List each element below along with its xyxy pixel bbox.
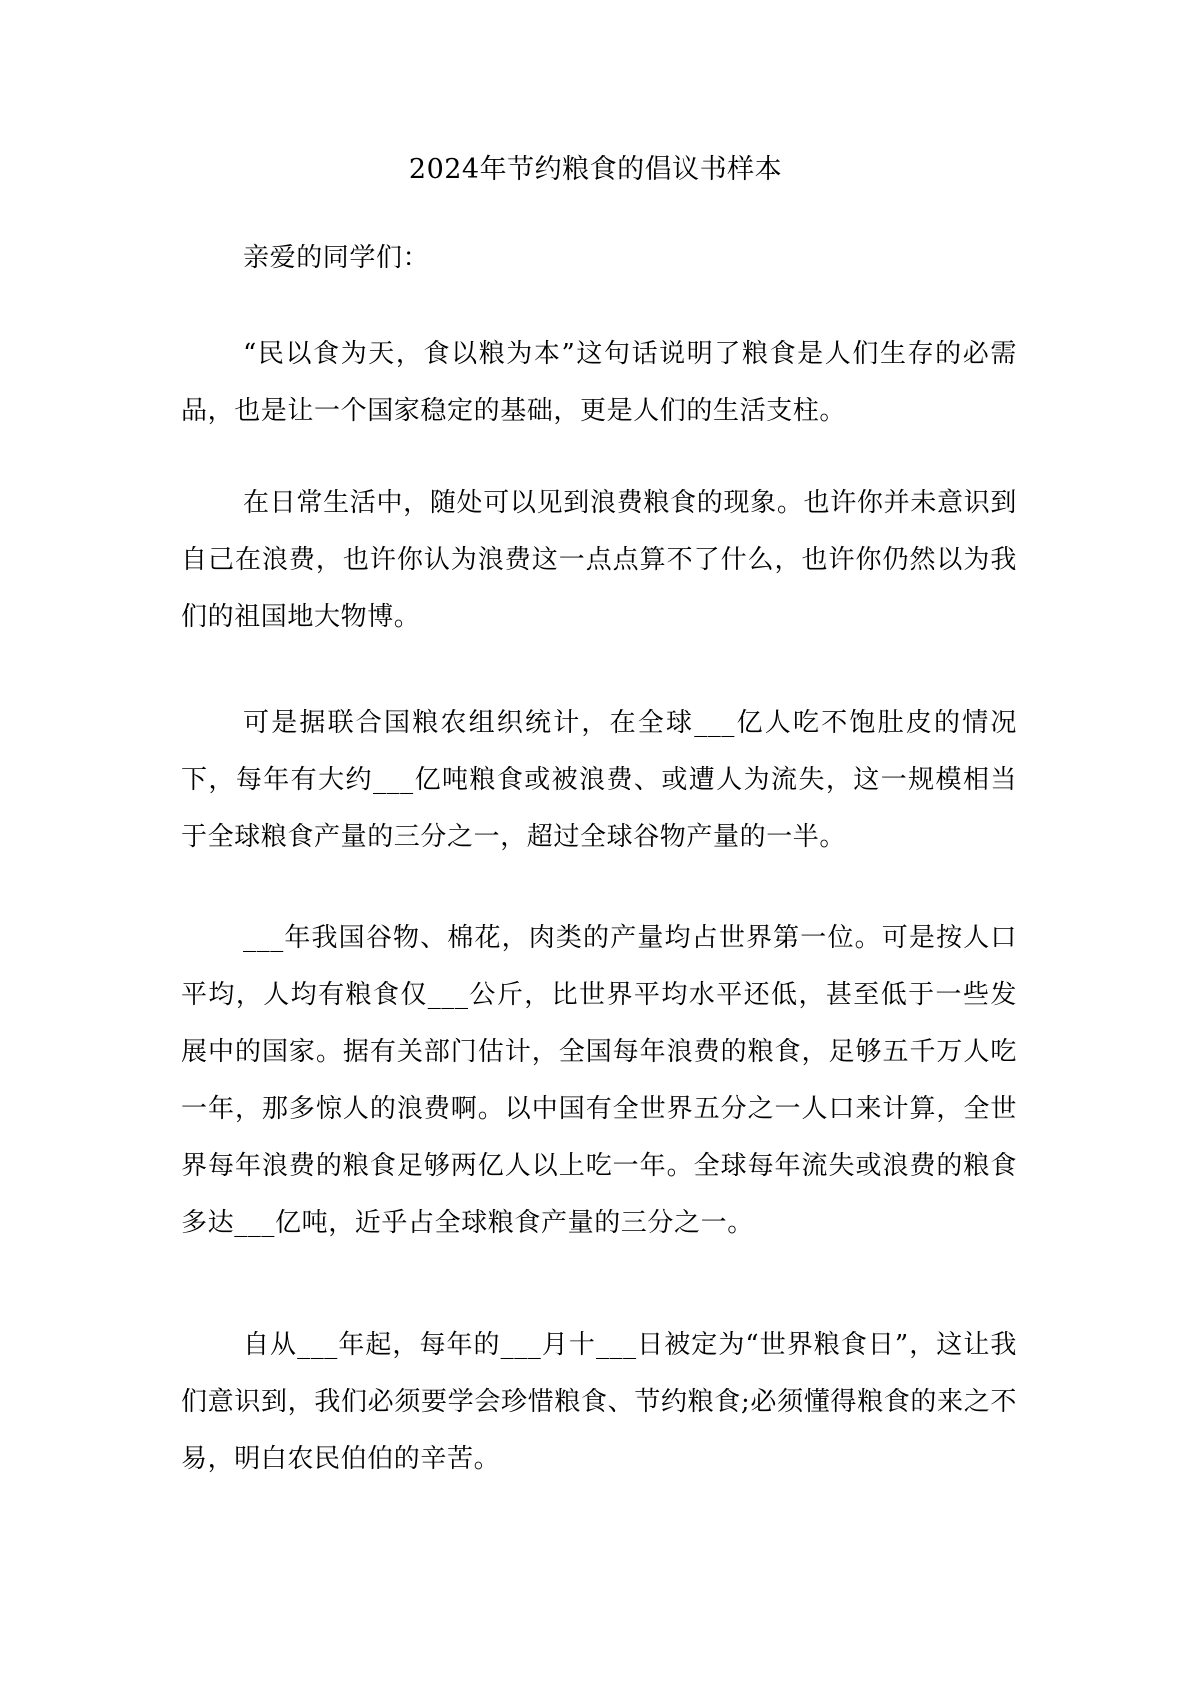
paragraph-3 (181, 695, 1017, 866)
paragraph-4 (181, 910, 1017, 1252)
paragraph-2 (181, 475, 1017, 646)
document-title: 2024年节约粮食的倡议书样本 (408, 154, 783, 185)
salutation: 亲爱的同学们： (243, 243, 430, 273)
paragraph-text: “民以食为天，食以粮为本”这句话说明了粮食是人们生存的必需品，也是让一个国家稳定的基础，更是人们的生活支柱。 (181, 339, 1017, 426)
paragraph-1 (181, 326, 1017, 440)
paragraph-text: ___年我国谷物、棉花，肉类的产量均占世界第一位。可是按人口平均，人均有粮食仅___公斤，比世界平均水平还低，甚至低于一些发展中的国家。据有关部门估计，全国每年浪费的粮食，足够五千万人吃一年，那多惊人的浪费啊。以中国有全世界五分之一人口来计算，全世界每年浪费的粮食足够两亿人以上吃一年。全球每年流失或浪费的粮食多达___亿吨，近乎占全球粮食产量的三分之一。 (181, 923, 1017, 1238)
paragraph-text: 在日常生活中，随处可以见到浪费粮食的现象。也许你并未意识到自己在浪费，也许你认为浪费这一点点算不了什么，也许你仍然以为我们的祖国地大物博。 (181, 488, 1017, 632)
paragraph-5 (181, 1317, 1017, 1488)
paragraph-text: 可是据联合国粮农组织统计，在全球___亿人吃不饱肚皮的情况下，每年有大约___亿吨粮食或被浪费、或遭人为流失，这一规模相当于全球粮食产量的三分之一，超过全球谷物产量的一半。 (181, 708, 1017, 852)
paragraph-text: 自从___年起，每年的___月十___日被定为“世界粮食日”，这让我们意识到，我们必须要学会珍惜粮食、节约粮食;必须懂得粮食的来之不易，明白农民伯伯的辛苦。 (181, 1330, 1017, 1474)
